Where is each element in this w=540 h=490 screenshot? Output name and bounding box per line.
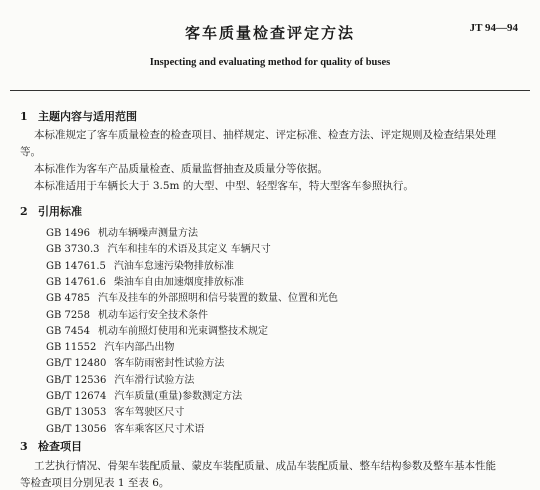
section-number: 1 — [20, 110, 28, 123]
reference-code: GB/T 13053 — [46, 407, 107, 419]
reference-item — [46, 289, 338, 304]
reference-name: 柴油车自由加速烟度排放标准 — [113, 276, 244, 288]
standard-subtitle: Inspecting and evaluating method for quality of buses — [149, 57, 391, 68]
standard-number: JT 94—94 — [469, 22, 518, 34]
reference-name: 汽油车怠速污染物排放标准 — [113, 260, 234, 272]
reference-name: 机动车前照灯使用和光束调整技术规定 — [97, 325, 268, 337]
reference-code: GB 7258 — [46, 309, 90, 321]
section-3-para-line-2: 等检查项目分别见表 1 至表 6。 — [20, 477, 170, 489]
standard-title: 客车质量检查评定方法 — [184, 24, 355, 42]
reference-code: GB 14761.6 — [46, 276, 106, 288]
reference-name: 汽车滑行试验方法 — [114, 374, 195, 386]
reference-item — [46, 240, 271, 255]
section-1-para-2: 本标准作为客车产品质量检查、质量监督抽查及质量分等依据。 — [34, 163, 328, 175]
reference-item — [46, 371, 194, 386]
section-1-heading — [20, 108, 137, 124]
reference-item — [46, 403, 184, 418]
reference-name: 客车乘客区尺寸术语 — [114, 423, 205, 435]
section-1-para-1-line-2: 等。 — [20, 146, 41, 158]
reference-item — [46, 273, 244, 288]
reference-name: 机动车运行安全技术条件 — [97, 309, 208, 321]
reference-name: 客车防雨密封性试验方法 — [114, 358, 225, 370]
reference-item — [46, 354, 224, 369]
header-rule — [10, 90, 530, 91]
reference-code: GB 1496 — [46, 228, 90, 239]
reference-code: GB 14761.5 — [46, 260, 106, 272]
reference-code: GB/T 12480 — [46, 358, 107, 370]
reference-name: 机动车辆噪声测量方法 — [97, 228, 198, 239]
reference-item — [46, 306, 208, 321]
section-number: 3 — [20, 440, 28, 453]
reference-item — [46, 257, 234, 272]
reference-item — [46, 420, 204, 435]
reference-code: GB/T 12674 — [46, 391, 107, 402]
reference-name: 汽车质量(重量)参数测定方法 — [114, 391, 243, 402]
section-number: 2 — [20, 205, 28, 218]
reference-code: GB 11552 — [46, 342, 97, 354]
section-title: 检查项目 — [38, 440, 82, 453]
section-title: 主题内容与适用范围 — [38, 110, 137, 123]
section-title: 引用标准 — [38, 205, 82, 218]
reference-name: 汽车和挂车的术语及其定义 车辆尺寸 — [107, 244, 271, 256]
section-3-para-line-1: 工艺执行情况、骨架车装配质量、蒙皮车装配质量、成品车装配质量、整车结构参数及整车基本性能 — [34, 460, 496, 472]
reference-item — [46, 387, 242, 402]
section-1-para-1-line-1: 本标准规定了客车质量检查的检查项目、抽样规定、评定标准、检查方法、评定规则及检查结果处理 — [34, 129, 496, 141]
reference-name: 汽车及挂车的外部照明和信号装置的数量、位置和光色 — [97, 293, 338, 305]
section-3-heading — [20, 438, 82, 454]
reference-code: GB 4785 — [46, 293, 90, 305]
reference-name: 客车驾驶区尺寸 — [114, 407, 185, 419]
reference-name: 汽车内部凸出物 — [104, 342, 175, 354]
reference-code: GB/T 12536 — [46, 374, 107, 386]
reference-code: GB/T 13056 — [46, 423, 107, 435]
reference-code: GB 7454 — [46, 325, 90, 337]
reference-item — [46, 322, 268, 337]
section-1-para-3: 本标准适用于车辆长大于 3.5m 的大型、中型、轻型客车，特大型客车参照执行。 — [34, 180, 414, 192]
reference-item — [46, 338, 174, 353]
section-2-heading — [20, 203, 82, 219]
reference-item — [46, 224, 198, 239]
reference-code: GB 3730.3 — [46, 244, 100, 256]
